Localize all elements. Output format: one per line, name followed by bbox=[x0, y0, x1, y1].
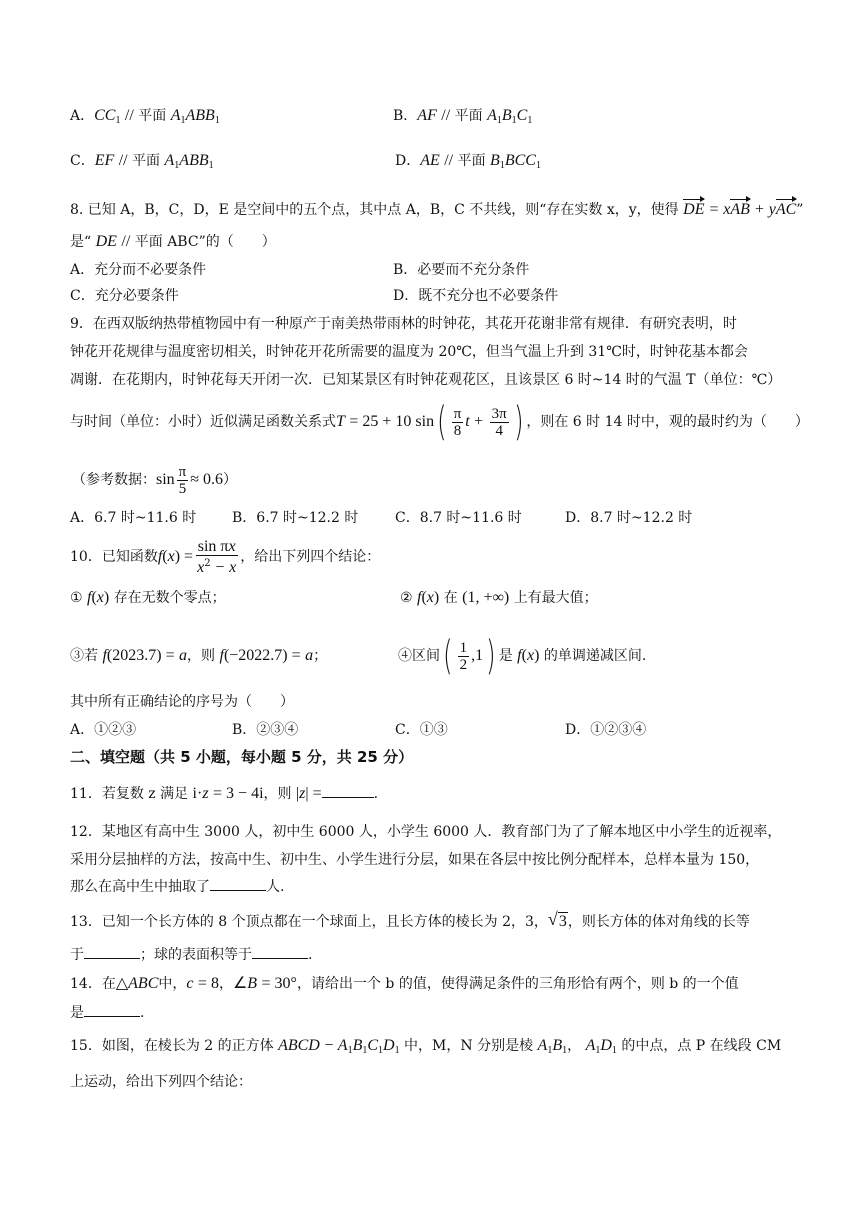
q10-option-b[interactable]: B．②③④ bbox=[232, 722, 299, 738]
q8-option-c[interactable]: C．充分必要条件 bbox=[70, 288, 179, 304]
q8-stem-line2: 是“ DE // 平面 ABC”的（ ） bbox=[70, 233, 276, 250]
q10-option-a[interactable]: A．①②③ bbox=[70, 722, 137, 738]
q10-option-d[interactable]: D．①②③④ bbox=[565, 722, 647, 738]
q12-answer-blank[interactable] bbox=[210, 876, 266, 891]
q13-answer-blank-2[interactable] bbox=[252, 944, 308, 959]
section-fill-in-blank-heading: 二、填空题（共 5 小题，每小题 5 分，共 25 分） bbox=[70, 748, 414, 766]
q15-line2: 上运动，给出下列四个结论： bbox=[70, 1074, 252, 1090]
q15-line1: 15．如图，在棱长为 2 的正方体 ABCD − $A_1B_1C_1D_1$ 中，M，N 分别是棱 $A_1B_1$， $A_1D_1$ 的中点，点 P 在线段 CM bbox=[70, 1037, 782, 1056]
q9-line4: 与时间（单位：小时）近似满足函数关系式T = 25 + 10 sin( $\frac{\pi}{8}$ t + $\frac{3\pi}{4}$ ) ，则在 6 时 14 时中，观的最时约为（ ） bbox=[70, 399, 809, 445]
q13-line2: 于 ；球的表面积等于 . bbox=[70, 944, 312, 965]
q8-option-d[interactable]: D．既不充分也不必要条件 bbox=[393, 288, 559, 304]
q12-line1: 12．某地区有高中生 3000 人，初中生 6000 人，小学生 6000 人．教育部门为了了解本地区中小学生的近视率， bbox=[70, 824, 782, 840]
q7-option-a[interactable]: A．$CC_1$ // 平面 $A_1ABB_1$ bbox=[70, 107, 220, 126]
q7-option-c[interactable]: C．EF // 平面 $A_1ABB_1$ bbox=[70, 152, 214, 171]
q7-option-b[interactable]: B．AF // 平面 $A_1B_1C_1$ bbox=[393, 107, 533, 126]
q9-option-d[interactable]: D．8.7 时~12.2 时 bbox=[565, 510, 693, 526]
q11: 11．若复数 z 满足 i·z = 3 − 4i，则 |z| = . bbox=[70, 785, 379, 802]
q14-answer-blank[interactable] bbox=[84, 1002, 140, 1017]
q9-line3: 凋谢．在花期内，时钟花每天开闭一次．已知某景区有时钟花观花区，且该景区 6 时~14 时的气温 T（单位：℃） bbox=[70, 372, 782, 388]
q14-line1: 14．在△ABC中，c = 8，∠B = 30°，请给出一个 b 的值，使得满足条件的三角形恰有两个，则 b 的一个值 bbox=[70, 975, 739, 992]
q10-conclusion-4: ④区间( $\frac{1}{2}$ ,1) 是 f(x) 的单调递减区间. bbox=[398, 633, 647, 679]
q8-option-b[interactable]: B．必要而不充分条件 bbox=[393, 262, 530, 278]
q9-reference-data: （参考数据：sin $\frac{\pi}{5}$ ≈ 0.6） bbox=[72, 463, 238, 497]
q8-option-a[interactable]: A．充分而不必要条件 bbox=[70, 262, 207, 278]
q9-option-a[interactable]: A．6.7 时~11.6 时 bbox=[70, 510, 197, 526]
q12-line3: 那么在高中生中抽取了 人. bbox=[70, 876, 284, 897]
q10-option-c[interactable]: C．①③ bbox=[395, 722, 448, 738]
q9-line2: 钟花开花规律与温度密切相关，时钟花开花所需要的温度为 20℃，但当气温上升到 31℃时，时钟花基本都会 bbox=[70, 344, 748, 360]
q9-option-c[interactable]: C．8.7 时~11.6 时 bbox=[395, 510, 522, 526]
q13-answer-blank-1[interactable] bbox=[84, 944, 140, 959]
q7-option-d[interactable]: D．AE // 平面 $B_1BCC_1$ bbox=[395, 152, 541, 171]
q13-line1: 13．已知一个长方体的 8 个顶点都在一个球面上，且长方体的棱长为 2，3， √ 3，则长方体的体对角线的长等 bbox=[70, 909, 750, 930]
q14-line2: 是 . bbox=[70, 1002, 144, 1023]
q10-stem: 10．已知函数f(x) = $\frac{\text{sin πx}}{x^2 - x}$ ，给出下列四个结论： bbox=[70, 538, 381, 576]
q10-ask: 其中所有正确结论的序号为（ ） bbox=[70, 694, 294, 710]
q12-line2: 采用分层抽样的方法，按高中生、初中生、小学生进行分层，如果在各层中按比例分配样本，总样本量为 150， bbox=[70, 852, 760, 868]
q11-answer-blank[interactable] bbox=[322, 783, 374, 798]
q10-conclusion-1: ① f(x) 存在无数个零点； bbox=[70, 589, 226, 606]
q9-line1: 9．在西双版纳热带植物园中有一种原产于南美热带雨林的时钟花，其花开花谢非常有规律．有研究表明，时 bbox=[70, 316, 737, 332]
q9-option-b[interactable]: B．6.7 时~12.2 时 bbox=[232, 510, 359, 526]
q8-stem-line1: 8. 已知 A，B，C，D，E 是空间中的五个点，其中点 A，B，C 不共线，则“存在实数 x，y，使得 DE = xAB + yAC” bbox=[70, 198, 803, 220]
q10-conclusion-3: ③若 f(2023.7) = a，则 f(−2022.7) = a； bbox=[70, 647, 328, 664]
q10-conclusion-2: ② f(x) 在 (1, +∞) 上有最大值； bbox=[400, 589, 598, 606]
